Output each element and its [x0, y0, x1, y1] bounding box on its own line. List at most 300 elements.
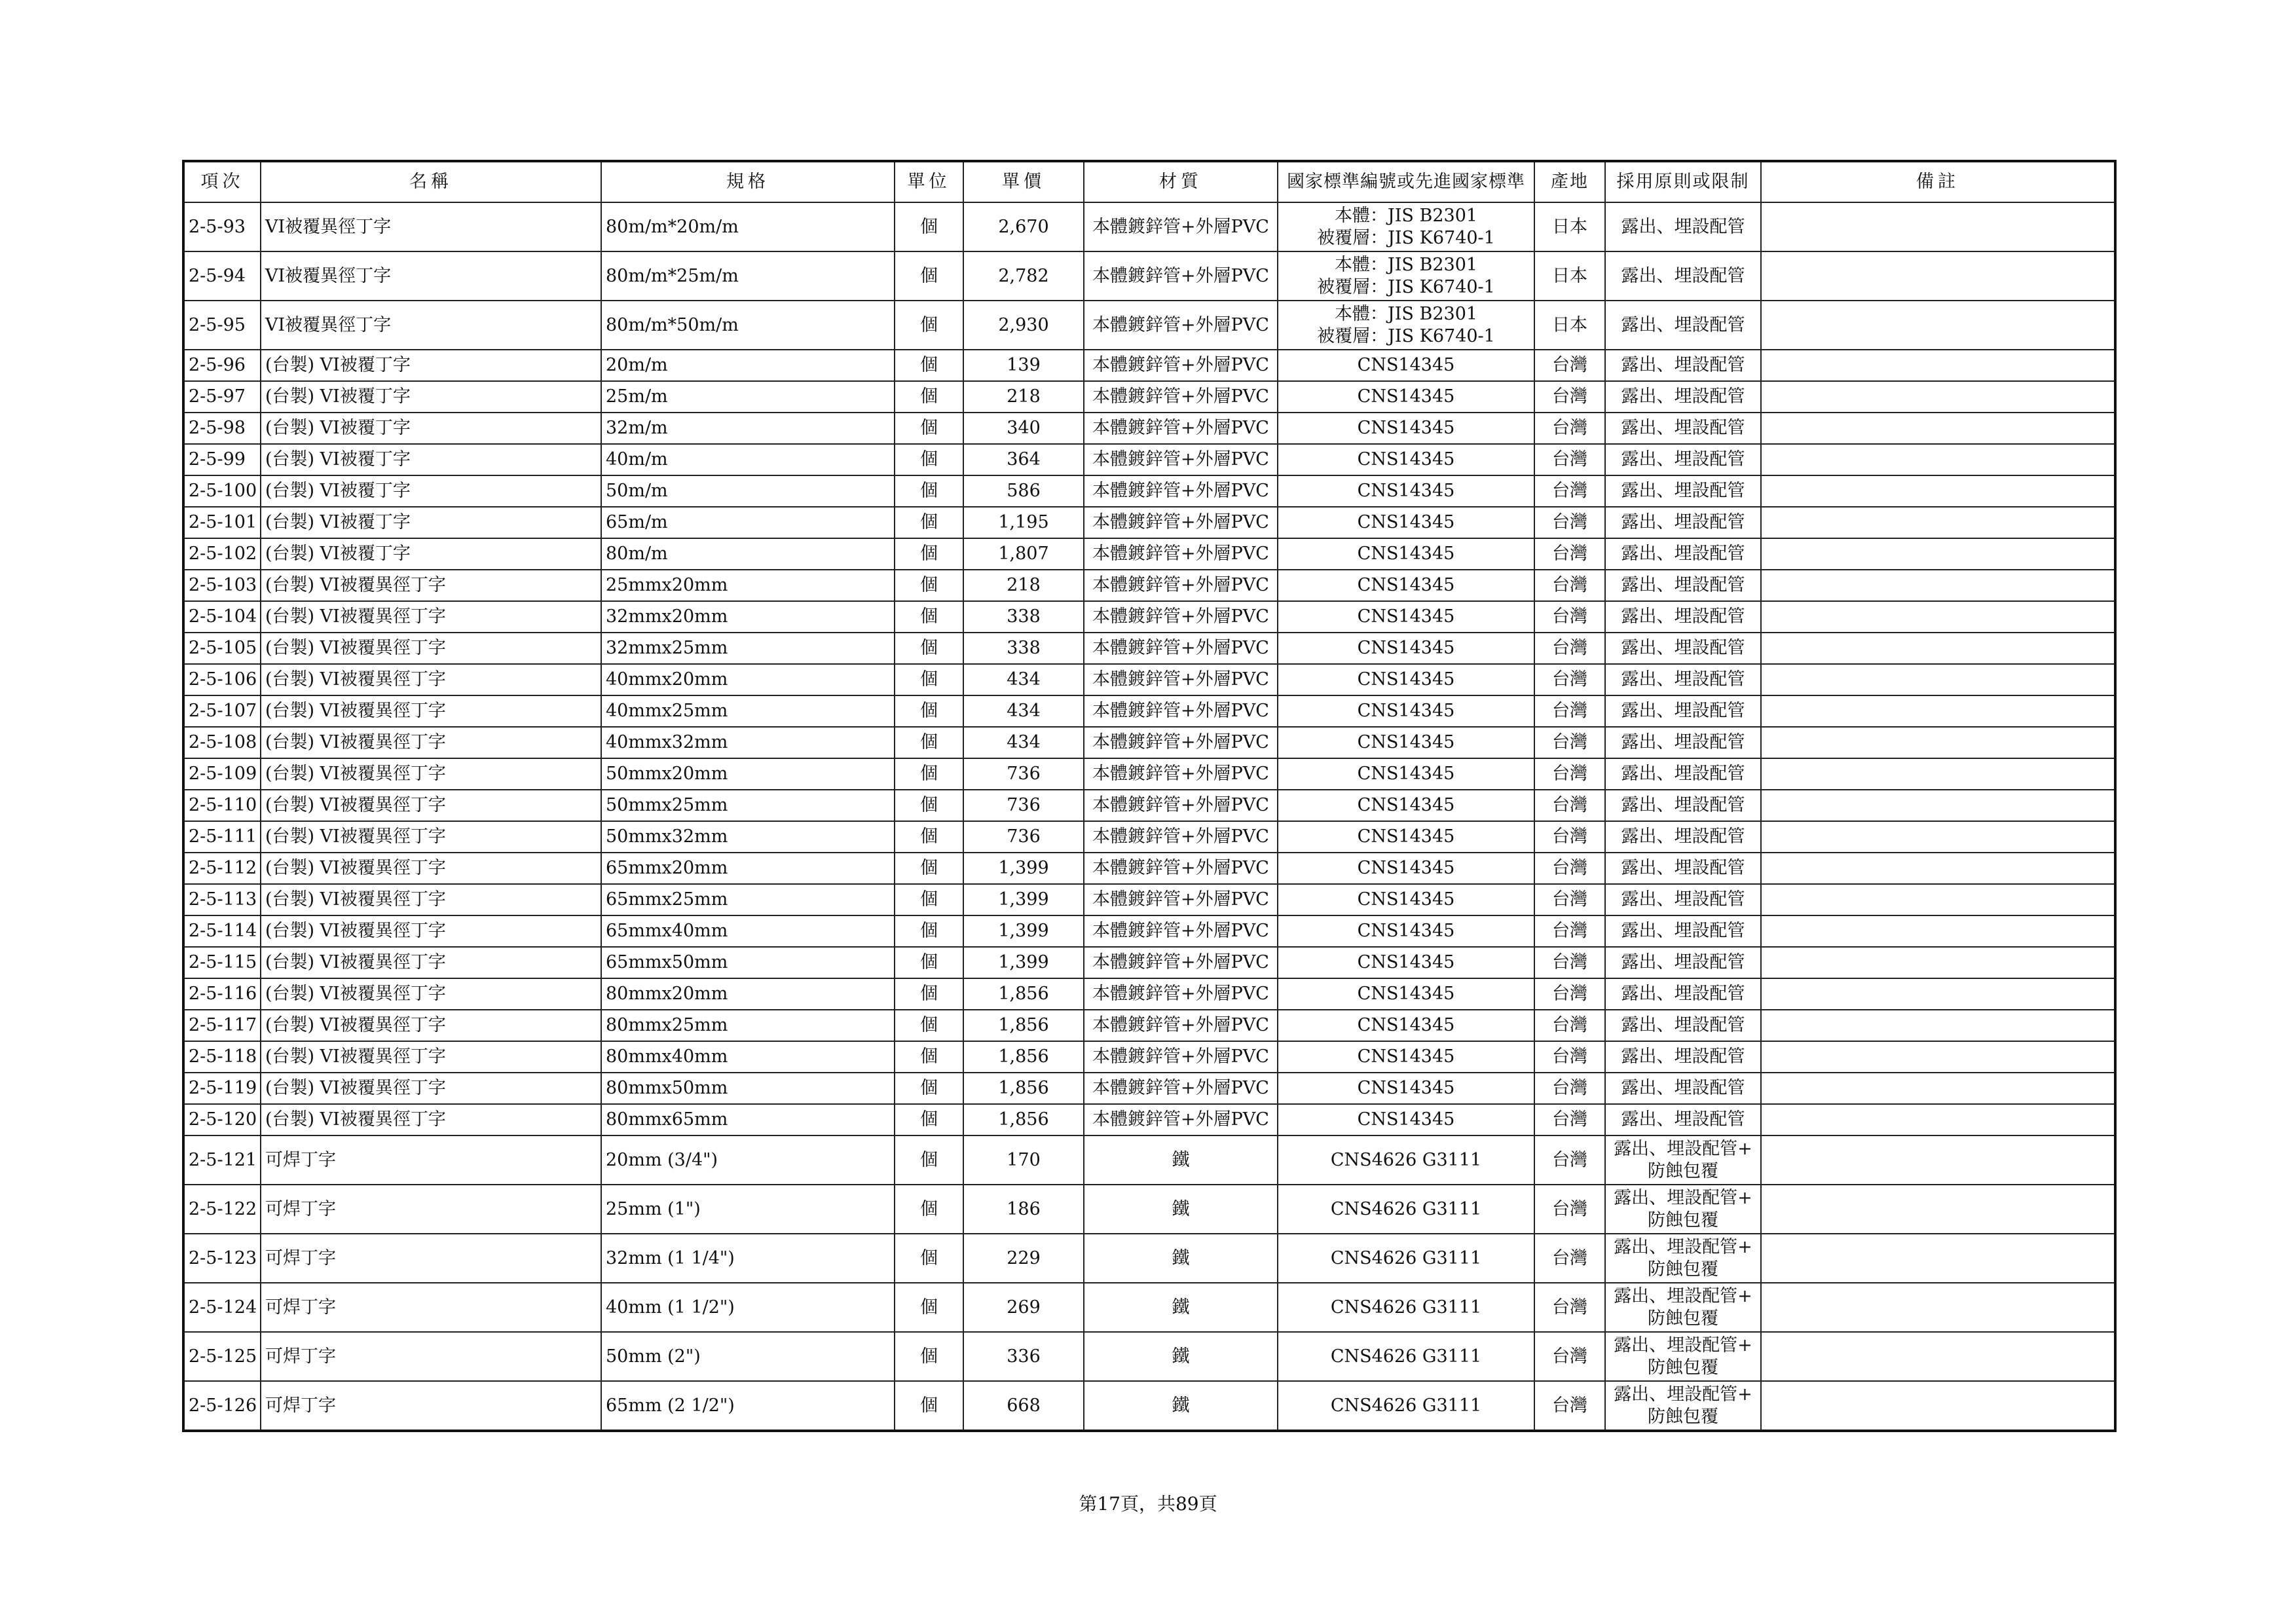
cell-material: 鐵	[1084, 1332, 1278, 1381]
cell-spec: 25m/m	[601, 381, 895, 413]
cell-remarks	[1761, 727, 2115, 758]
table-row	[183, 821, 2115, 853]
header-spec: 規格	[601, 161, 895, 202]
cell-unit: 個	[895, 381, 963, 413]
cell-origin: 台灣	[1534, 947, 1605, 978]
cell-remarks	[1761, 821, 2115, 853]
cell-remarks	[1761, 475, 2115, 507]
cell-item-no: 2-5-97	[183, 381, 261, 413]
cell-item-no: 2-5-106	[183, 664, 261, 695]
cell-standard-line: 被覆層：JIS K6740-1	[1317, 227, 1495, 248]
cell-usage-line: 露出、埋設配管	[1621, 764, 1745, 784]
table-row	[183, 475, 2115, 507]
cell-name: (台製) VI被覆丁字	[261, 475, 601, 507]
cell-remarks	[1761, 633, 2115, 664]
table-row	[183, 251, 2115, 301]
cell-usage	[1605, 1332, 1761, 1381]
cell-name: (台製) VI被覆異徑丁字	[261, 633, 601, 664]
cell-spec: 80m/m*25m/m	[601, 251, 895, 301]
cell-price: 1,807	[963, 538, 1084, 570]
cell-standard	[1278, 570, 1534, 601]
cell-standard	[1278, 853, 1534, 884]
cell-remarks	[1761, 790, 2115, 821]
cell-standard-line: CNS14345	[1357, 1109, 1455, 1130]
table-row	[183, 381, 2115, 413]
cell-origin: 台灣	[1534, 758, 1605, 790]
cell-remarks	[1761, 1185, 2115, 1234]
cell-material: 本體鍍鋅管+外層PVC	[1084, 1041, 1278, 1073]
cell-unit: 個	[895, 202, 963, 251]
cell-material: 本體鍍鋅管+外層PVC	[1084, 444, 1278, 475]
cell-name: (台製) VI被覆異徑丁字	[261, 821, 601, 853]
cell-name: (台製) VI被覆異徑丁字	[261, 664, 601, 695]
cell-material: 本體鍍鋅管+外層PVC	[1084, 1010, 1278, 1041]
cell-usage-line: 露出、埋設配管	[1621, 795, 1745, 815]
cell-standard-line: CNS14345	[1357, 638, 1455, 658]
cell-name: (台製) VI被覆異徑丁字	[261, 570, 601, 601]
cell-spec: 80mmx65mm	[601, 1104, 895, 1135]
cell-usage	[1605, 758, 1761, 790]
table-row	[183, 1041, 2115, 1073]
cell-origin: 台灣	[1534, 570, 1605, 601]
cell-spec: 80mmx50mm	[601, 1073, 895, 1104]
cell-material: 本體鍍鋅管+外層PVC	[1084, 884, 1278, 915]
cell-material: 本體鍍鋅管+外層PVC	[1084, 1073, 1278, 1104]
cell-standard	[1278, 381, 1534, 413]
cell-usage-line: 露出、埋設配管	[1621, 701, 1745, 721]
cell-item-no: 2-5-114	[183, 915, 261, 947]
cell-standard	[1278, 251, 1534, 301]
cell-spec: 20m/m	[601, 350, 895, 381]
cell-material: 本體鍍鋅管+外層PVC	[1084, 538, 1278, 570]
cell-material: 本體鍍鋅管+外層PVC	[1084, 695, 1278, 727]
cell-unit: 個	[895, 301, 963, 350]
cell-item-no: 2-5-122	[183, 1185, 261, 1234]
cell-usage	[1605, 202, 1761, 251]
cell-unit: 個	[895, 538, 963, 570]
header-row	[183, 161, 2115, 202]
table-row	[183, 538, 2115, 570]
cell-price: 736	[963, 790, 1084, 821]
cell-unit: 個	[895, 1073, 963, 1104]
cell-usage-line: 露出、埋設配管+	[1614, 1187, 1752, 1208]
cell-usage-line: 露出、埋設配管	[1621, 216, 1745, 237]
cell-usage-line: 露出、埋設配管	[1621, 669, 1745, 690]
cell-usage	[1605, 475, 1761, 507]
cell-usage-line: 露出、埋設配管	[1621, 606, 1745, 627]
cell-item-no: 2-5-99	[183, 444, 261, 475]
cell-item-no: 2-5-103	[183, 570, 261, 601]
cell-remarks	[1761, 853, 2115, 884]
cell-item-no: 2-5-125	[183, 1332, 261, 1381]
cell-price: 1,399	[963, 884, 1084, 915]
cell-usage-line: 露出、埋設配管	[1621, 314, 1745, 335]
cell-usage	[1605, 1010, 1761, 1041]
cell-usage-line: 露出、埋設配管	[1621, 858, 1745, 878]
cell-origin: 台灣	[1534, 1381, 1605, 1431]
cell-origin: 台灣	[1534, 1234, 1605, 1283]
cell-item-no: 2-5-102	[183, 538, 261, 570]
cell-usage-line: 露出、埋設配管	[1621, 355, 1745, 375]
cell-usage-line: 露出、埋設配管	[1621, 265, 1745, 286]
cell-origin: 台灣	[1534, 915, 1605, 947]
cell-standard	[1278, 1135, 1534, 1185]
cell-item-no: 2-5-98	[183, 413, 261, 444]
cell-price: 736	[963, 821, 1084, 853]
cell-unit: 個	[895, 915, 963, 947]
table-row	[183, 507, 2115, 538]
cell-name: (台製) VI被覆丁字	[261, 381, 601, 413]
table-row	[183, 1185, 2115, 1234]
table-row	[183, 664, 2115, 695]
cell-price: 2,782	[963, 251, 1084, 301]
cell-origin: 日本	[1534, 202, 1605, 251]
cell-material: 本體鍍鋅管+外層PVC	[1084, 633, 1278, 664]
cell-remarks	[1761, 1381, 2115, 1431]
cell-standard	[1278, 1234, 1534, 1283]
cell-name: (台製) VI被覆異徑丁字	[261, 1041, 601, 1073]
cell-material: 本體鍍鋅管+外層PVC	[1084, 251, 1278, 301]
cell-price: 434	[963, 695, 1084, 727]
cell-usage-line: 露出、埋設配管	[1621, 449, 1745, 470]
cell-standard	[1278, 978, 1534, 1010]
cell-material: 本體鍍鋅管+外層PVC	[1084, 301, 1278, 350]
cell-item-no: 2-5-101	[183, 507, 261, 538]
cell-standard-line: 被覆層：JIS K6740-1	[1317, 325, 1495, 346]
cell-standard-line: CNS14345	[1357, 858, 1455, 878]
cell-unit: 個	[895, 633, 963, 664]
cell-origin: 台灣	[1534, 1104, 1605, 1135]
cell-standard	[1278, 202, 1534, 251]
cell-usage-line: 露出、埋設配管	[1621, 889, 1745, 910]
cell-name: 可焊丁字	[261, 1135, 601, 1185]
cell-standard	[1278, 758, 1534, 790]
cell-item-no: 2-5-116	[183, 978, 261, 1010]
table-row	[183, 202, 2115, 251]
cell-material: 本體鍍鋅管+外層PVC	[1084, 821, 1278, 853]
cell-price: 668	[963, 1381, 1084, 1431]
header-name: 名稱	[261, 161, 601, 202]
cell-spec: 65mmx25mm	[601, 884, 895, 915]
cell-usage	[1605, 570, 1761, 601]
cell-price: 1,856	[963, 1010, 1084, 1041]
cell-spec: 32m/m	[601, 413, 895, 444]
cell-spec: 65mmx40mm	[601, 915, 895, 947]
cell-item-no: 2-5-117	[183, 1010, 261, 1041]
cell-name: (台製) VI被覆異徑丁字	[261, 947, 601, 978]
cell-unit: 個	[895, 853, 963, 884]
table-row	[183, 1234, 2115, 1283]
cell-usage-line: 露出、埋設配管	[1621, 1109, 1745, 1130]
cell-usage	[1605, 1104, 1761, 1135]
cell-unit: 個	[895, 1104, 963, 1135]
cell-standard	[1278, 301, 1534, 350]
cell-standard	[1278, 538, 1534, 570]
cell-spec: 40m/m	[601, 444, 895, 475]
cell-usage	[1605, 301, 1761, 350]
cell-material: 本體鍍鋅管+外層PVC	[1084, 570, 1278, 601]
cell-spec: 32mm (1 1/4")	[601, 1234, 895, 1283]
cell-spec: 50mmx20mm	[601, 758, 895, 790]
table-row	[183, 695, 2115, 727]
price-table	[182, 160, 2117, 1432]
cell-name: 可焊丁字	[261, 1381, 601, 1431]
cell-name: (台製) VI被覆異徑丁字	[261, 978, 601, 1010]
cell-origin: 台灣	[1534, 790, 1605, 821]
cell-standard-line: 本體：JIS B2301	[1334, 303, 1478, 324]
cell-usage-line: 防蝕包覆	[1648, 1209, 1718, 1230]
cell-standard-line: CNS4626 G3111	[1330, 1297, 1482, 1318]
cell-remarks	[1761, 915, 2115, 947]
cell-price: 586	[963, 475, 1084, 507]
cell-item-no: 2-5-119	[183, 1073, 261, 1104]
cell-material: 本體鍍鋅管+外層PVC	[1084, 978, 1278, 1010]
cell-price: 2,930	[963, 301, 1084, 350]
cell-usage	[1605, 1073, 1761, 1104]
cell-usage	[1605, 978, 1761, 1010]
cell-material: 本體鍍鋅管+外層PVC	[1084, 758, 1278, 790]
cell-spec: 25mm (1")	[601, 1185, 895, 1234]
cell-material: 鐵	[1084, 1381, 1278, 1431]
cell-usage	[1605, 727, 1761, 758]
cell-spec: 40mmx25mm	[601, 695, 895, 727]
cell-unit: 個	[895, 758, 963, 790]
page-footer: 第17頁，共89頁	[1079, 1493, 1217, 1515]
table-row	[183, 444, 2115, 475]
cell-standard-line: CNS14345	[1357, 386, 1455, 407]
cell-remarks	[1761, 570, 2115, 601]
cell-material: 本體鍍鋅管+外層PVC	[1084, 601, 1278, 633]
cell-spec: 80mmx40mm	[601, 1041, 895, 1073]
cell-standard-line: CNS14345	[1357, 1046, 1455, 1067]
cell-price: 340	[963, 413, 1084, 444]
cell-name: (台製) VI被覆異徑丁字	[261, 915, 601, 947]
cell-price: 1,856	[963, 1104, 1084, 1135]
cell-remarks	[1761, 538, 2115, 570]
cell-usage	[1605, 381, 1761, 413]
cell-usage-line: 露出、埋設配管	[1621, 418, 1745, 438]
cell-origin: 台灣	[1534, 633, 1605, 664]
cell-standard-line: CNS14345	[1357, 544, 1455, 564]
cell-standard-line: CNS14345	[1357, 826, 1455, 847]
cell-spec: 65mmx20mm	[601, 853, 895, 884]
cell-usage-line: 露出、埋設配管	[1621, 1046, 1745, 1067]
table-row	[183, 301, 2115, 350]
table-row	[183, 790, 2115, 821]
cell-price: 1,195	[963, 507, 1084, 538]
cell-unit: 個	[895, 1283, 963, 1332]
cell-unit: 個	[895, 507, 963, 538]
header-origin: 產地	[1534, 161, 1605, 202]
cell-standard	[1278, 1010, 1534, 1041]
cell-origin: 台灣	[1534, 1073, 1605, 1104]
cell-standard-line: CNS4626 G3111	[1330, 1198, 1482, 1219]
cell-material: 本體鍍鋅管+外層PVC	[1084, 507, 1278, 538]
cell-standard	[1278, 507, 1534, 538]
cell-usage	[1605, 664, 1761, 695]
cell-unit: 個	[895, 727, 963, 758]
cell-unit: 個	[895, 601, 963, 633]
cell-spec: 80mmx25mm	[601, 1010, 895, 1041]
cell-standard-line: CNS4626 G3111	[1330, 1149, 1482, 1170]
cell-usage	[1605, 1381, 1761, 1431]
cell-material: 本體鍍鋅管+外層PVC	[1084, 727, 1278, 758]
cell-price: 336	[963, 1332, 1084, 1381]
cell-price: 218	[963, 381, 1084, 413]
cell-standard	[1278, 1104, 1534, 1135]
cell-origin: 台灣	[1534, 413, 1605, 444]
cell-name: (台製) VI被覆丁字	[261, 413, 601, 444]
cell-remarks	[1761, 664, 2115, 695]
cell-unit: 個	[895, 1041, 963, 1073]
cell-item-no: 2-5-105	[183, 633, 261, 664]
cell-name: (台製) VI被覆丁字	[261, 538, 601, 570]
cell-material: 鐵	[1084, 1283, 1278, 1332]
cell-name: (台製) VI被覆異徑丁字	[261, 758, 601, 790]
cell-standard-line: CNS14345	[1357, 952, 1455, 972]
cell-standard-line: CNS14345	[1357, 701, 1455, 721]
table-row	[183, 1104, 2115, 1135]
cell-standard-line: CNS14345	[1357, 355, 1455, 375]
header-price: 單價	[963, 161, 1084, 202]
cell-spec: 25mmx20mm	[601, 570, 895, 601]
header-standard: 國家標準編號或先進國家標準	[1278, 161, 1534, 202]
cell-item-no: 2-5-124	[183, 1283, 261, 1332]
cell-unit: 個	[895, 1135, 963, 1185]
cell-origin: 台灣	[1534, 1010, 1605, 1041]
cell-standard-line: CNS14345	[1357, 764, 1455, 784]
cell-standard	[1278, 1332, 1534, 1381]
cell-item-no: 2-5-115	[183, 947, 261, 978]
cell-standard	[1278, 475, 1534, 507]
table-row	[183, 853, 2115, 884]
cell-item-no: 2-5-112	[183, 853, 261, 884]
cell-usage-line: 露出、埋設配管	[1621, 921, 1745, 941]
cell-spec: 32mmx25mm	[601, 633, 895, 664]
cell-unit: 個	[895, 978, 963, 1010]
cell-unit: 個	[895, 664, 963, 695]
cell-usage	[1605, 853, 1761, 884]
cell-price: 2,670	[963, 202, 1084, 251]
cell-remarks	[1761, 1041, 2115, 1073]
cell-name: 可焊丁字	[261, 1234, 601, 1283]
header-item-no: 項次	[183, 161, 261, 202]
cell-standard	[1278, 1283, 1534, 1332]
cell-usage-line: 露出、埋設配管	[1621, 984, 1745, 1004]
cell-price: 269	[963, 1283, 1084, 1332]
cell-usage-line: 露出、埋設配管+	[1614, 1138, 1752, 1159]
header-remarks: 備註	[1761, 161, 2115, 202]
cell-standard	[1278, 790, 1534, 821]
cell-usage	[1605, 251, 1761, 301]
cell-usage	[1605, 507, 1761, 538]
cell-item-no: 2-5-107	[183, 695, 261, 727]
cell-usage	[1605, 444, 1761, 475]
cell-price: 1,399	[963, 915, 1084, 947]
cell-item-no: 2-5-96	[183, 350, 261, 381]
cell-material: 本體鍍鋅管+外層PVC	[1084, 350, 1278, 381]
cell-remarks	[1761, 884, 2115, 915]
cell-standard-line: CNS14345	[1357, 512, 1455, 532]
cell-remarks	[1761, 1104, 2115, 1135]
cell-usage-line: 防蝕包覆	[1648, 1160, 1718, 1181]
cell-remarks	[1761, 350, 2115, 381]
cell-item-no: 2-5-121	[183, 1135, 261, 1185]
cell-standard	[1278, 1073, 1534, 1104]
cell-usage-line: 防蝕包覆	[1648, 1406, 1718, 1427]
cell-remarks	[1761, 301, 2115, 350]
cell-unit: 個	[895, 1381, 963, 1431]
cell-item-no: 2-5-95	[183, 301, 261, 350]
cell-remarks	[1761, 507, 2115, 538]
cell-origin: 台灣	[1534, 853, 1605, 884]
table-row	[183, 884, 2115, 915]
cell-name: (台製) VI被覆丁字	[261, 350, 601, 381]
cell-unit: 個	[895, 1234, 963, 1283]
cell-usage	[1605, 1185, 1761, 1234]
cell-usage	[1605, 790, 1761, 821]
cell-origin: 台灣	[1534, 475, 1605, 507]
cell-name: (台製) VI被覆異徑丁字	[261, 853, 601, 884]
cell-unit: 個	[895, 1010, 963, 1041]
cell-usage	[1605, 1234, 1761, 1283]
cell-standard-line: CNS14345	[1357, 575, 1455, 595]
cell-unit: 個	[895, 251, 963, 301]
cell-unit: 個	[895, 1332, 963, 1381]
cell-standard-line: 被覆層：JIS K6740-1	[1317, 276, 1495, 297]
cell-remarks	[1761, 1073, 2115, 1104]
cell-item-no: 2-5-123	[183, 1234, 261, 1283]
cell-standard	[1278, 915, 1534, 947]
cell-spec: 32mmx20mm	[601, 601, 895, 633]
cell-remarks	[1761, 1135, 2115, 1185]
cell-item-no: 2-5-93	[183, 202, 261, 251]
cell-name: (台製) VI被覆異徑丁字	[261, 601, 601, 633]
table-row	[183, 1332, 2115, 1381]
cell-price: 736	[963, 758, 1084, 790]
cell-price: 434	[963, 727, 1084, 758]
cell-standard-line: CNS14345	[1357, 669, 1455, 690]
cell-name: (台製) VI被覆異徑丁字	[261, 1104, 601, 1135]
cell-usage	[1605, 695, 1761, 727]
cell-unit: 個	[895, 570, 963, 601]
cell-origin: 台灣	[1534, 507, 1605, 538]
cell-usage-line: 露出、埋設配管	[1621, 575, 1745, 595]
cell-name: 可焊丁字	[261, 1332, 601, 1381]
cell-spec: 80m/m*20m/m	[601, 202, 895, 251]
cell-item-no: 2-5-118	[183, 1041, 261, 1073]
cell-item-no: 2-5-120	[183, 1104, 261, 1135]
cell-name: (台製) VI被覆異徑丁字	[261, 1010, 601, 1041]
cell-origin: 台灣	[1534, 664, 1605, 695]
cell-standard-line: CNS14345	[1357, 418, 1455, 438]
cell-unit: 個	[895, 821, 963, 853]
cell-remarks	[1761, 947, 2115, 978]
cell-usage-line: 露出、埋設配管+	[1614, 1335, 1752, 1356]
cell-item-no: 2-5-111	[183, 821, 261, 853]
cell-usage-line: 露出、埋設配管	[1621, 1078, 1745, 1098]
cell-remarks	[1761, 413, 2115, 444]
cell-usage-line: 露出、埋設配管	[1621, 481, 1745, 501]
cell-standard-line: CNS4626 G3111	[1330, 1395, 1482, 1416]
cell-price: 364	[963, 444, 1084, 475]
cell-standard-line: CNS14345	[1357, 606, 1455, 627]
cell-standard	[1278, 350, 1534, 381]
cell-usage	[1605, 1135, 1761, 1185]
cell-origin: 台灣	[1534, 601, 1605, 633]
cell-usage-line: 露出、埋設配管	[1621, 1015, 1745, 1035]
header-unit: 單位	[895, 161, 963, 202]
